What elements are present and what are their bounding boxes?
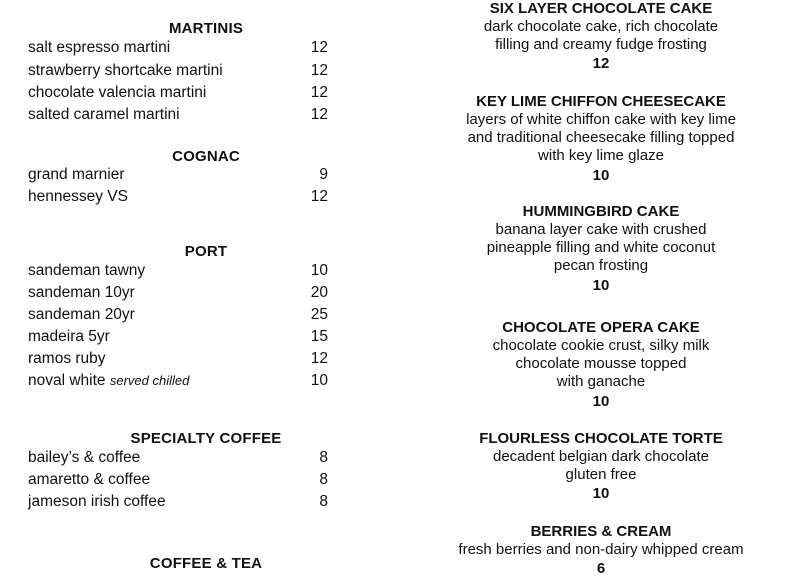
- item-name: jameson irish coffee: [28, 493, 166, 510]
- item-name: chocolate valencia martini: [28, 84, 207, 101]
- menu-item: [28, 326, 328, 348]
- dessert-item: [440, 430, 762, 504]
- dessert-title: BERRIES & CREAM: [530, 523, 672, 540]
- dessert-description-line: chocolate cookie crust, silky milk: [492, 337, 710, 354]
- menu-item: [28, 447, 328, 469]
- item-price: 12: [310, 188, 328, 205]
- port-heading: PORT: [184, 243, 228, 260]
- dessert-description-line: and traditional cheesecake filling topped: [467, 129, 735, 147]
- dessert-title: KEY LIME CHIFFON CHEESECAKE: [476, 93, 726, 110]
- item-price: 8: [319, 471, 328, 488]
- item-note: served chilled: [109, 373, 190, 388]
- dessert-price: 10: [592, 485, 610, 503]
- item-price: 8: [319, 493, 328, 510]
- dessert-price: 10: [592, 166, 610, 184]
- menu-item: [28, 304, 328, 326]
- item-price: 10: [310, 262, 328, 279]
- item-price: 12: [310, 84, 328, 101]
- item-name: hennessey VS: [28, 188, 128, 205]
- item-price: 12: [310, 39, 328, 56]
- item-price: 9: [319, 166, 328, 183]
- item-price: 15: [310, 328, 328, 345]
- item-name: sandeman 20yr: [28, 306, 135, 323]
- menu-item: [28, 469, 328, 491]
- dessert-description-line: with key lime glaze: [538, 147, 664, 165]
- item-name: [28, 370, 189, 392]
- dessert-item: [440, 203, 762, 296]
- menu-item: [28, 82, 328, 104]
- item-name: salted caramel martini: [28, 106, 180, 123]
- dessert-description-line: pecan frosting: [553, 257, 649, 275]
- dessert-description-line: chocolate mousse topped: [515, 355, 687, 373]
- item-name-text: noval white: [28, 372, 106, 389]
- menu-item: [28, 60, 328, 82]
- dessert-description-line: layers of white chiffon cake with key lime: [466, 111, 736, 128]
- coffee-tea-heading: COFFEE & TEA: [149, 555, 263, 572]
- dessert-price: 10: [592, 276, 610, 294]
- dessert-description-line: fresh berries and non-dairy whipped cream: [458, 541, 744, 558]
- dessert-price: 12: [592, 55, 610, 73]
- item-name: sandeman 10yr: [28, 284, 135, 301]
- item-name: sandeman tawny: [28, 262, 146, 279]
- specialty-coffee-heading: SPECIALTY COFFEE: [130, 430, 282, 447]
- dessert-price: 10: [592, 392, 610, 410]
- dessert-description-line: dark chocolate cake, rich chocolate: [483, 18, 719, 35]
- dessert-item: [440, 93, 762, 186]
- dessert-description-line: banana layer cake with crushed: [495, 221, 707, 238]
- dessert-description-line: decadent belgian dark chocolate: [493, 448, 709, 465]
- cognac-heading: COGNAC: [172, 148, 240, 165]
- item-price: 12: [310, 106, 328, 123]
- menu-item: [28, 186, 328, 208]
- item-price: 12: [310, 350, 328, 367]
- menu-item: [28, 260, 328, 282]
- item-price: 8: [319, 449, 328, 466]
- menu-item: [28, 37, 328, 59]
- item-name: amaretto & coffee: [28, 471, 151, 488]
- item-price: 25: [310, 306, 328, 323]
- item-name: madeira 5yr: [28, 328, 110, 345]
- item-price: 12: [310, 62, 328, 79]
- item-name: bailey’s & coffee: [28, 449, 141, 466]
- menu-item: [28, 104, 328, 126]
- item-name: grand marnier: [28, 166, 125, 183]
- menu-item: [28, 282, 328, 304]
- item-price: 10: [310, 372, 328, 389]
- dessert-description-line: gluten free: [565, 466, 637, 484]
- dessert-title: FLOURLESS CHOCOLATE TORTE: [479, 430, 723, 447]
- dessert-item: [440, 0, 762, 74]
- dessert-title: SIX LAYER CHOCOLATE CAKE: [489, 0, 713, 17]
- dessert-title: HUMMINGBIRD CAKE: [522, 203, 680, 220]
- menu-item: [28, 348, 328, 370]
- item-name: salt espresso martini: [28, 39, 171, 56]
- menu-item: [28, 491, 328, 513]
- dessert-description-line: with ganache: [556, 373, 646, 391]
- dessert-description-line: filling and creamy fudge frosting: [495, 36, 707, 54]
- item-price: 20: [310, 284, 328, 301]
- dessert-title: CHOCOLATE OPERA CAKE: [502, 319, 700, 336]
- dessert-price: 6: [596, 560, 606, 578]
- dessert-item: [440, 319, 762, 412]
- menu-item: [28, 370, 328, 392]
- menu-item: [28, 164, 328, 186]
- martinis-heading: MARTINIS: [168, 20, 244, 37]
- item-name: strawberry shortcake martini: [28, 62, 223, 79]
- item-name: ramos ruby: [28, 350, 106, 367]
- dessert-description-line: pineapple filling and white coconut: [486, 239, 716, 257]
- dessert-item: [440, 523, 762, 579]
